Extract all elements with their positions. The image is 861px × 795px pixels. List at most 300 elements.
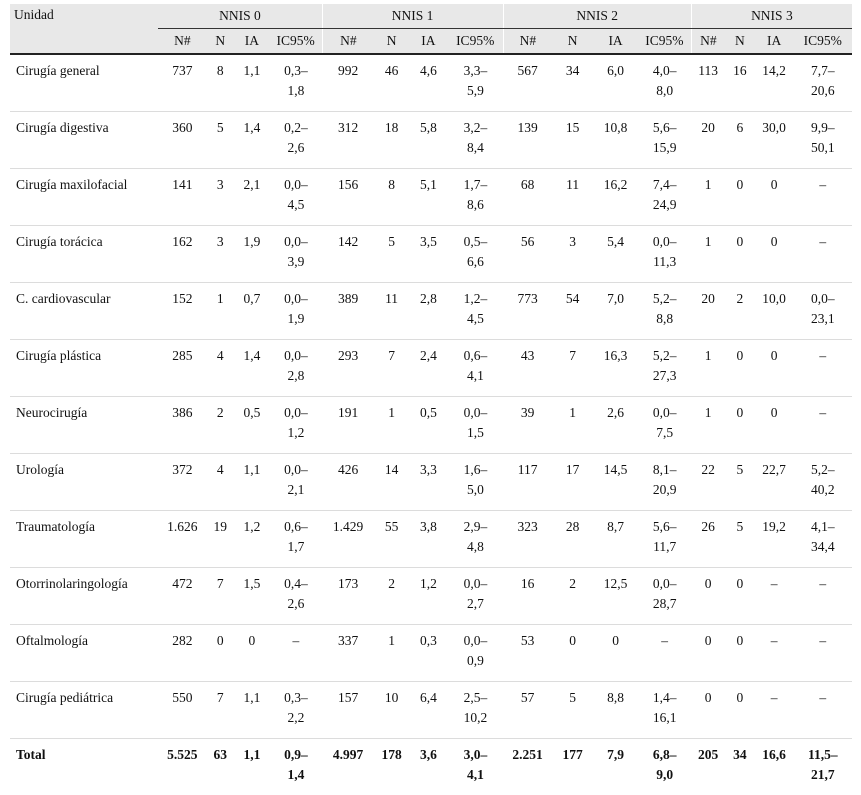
ia-cell: 2,6	[593, 397, 638, 454]
n-hash-cell: 113	[691, 54, 725, 112]
n-cell: 18	[374, 112, 409, 169]
n-cell: 2	[206, 397, 234, 454]
ic95-lower: –	[819, 234, 826, 249]
n-hash-cell: 57	[503, 682, 552, 739]
ic95-lower: 0,0–	[284, 177, 308, 192]
ic95-cell	[448, 226, 503, 283]
n-hash-cell: 472	[158, 568, 206, 625]
ia-cell: 7,0	[593, 283, 638, 340]
n-cell: 1	[374, 625, 409, 682]
ic95-upper: 23,1	[811, 311, 835, 326]
ic95-upper: 4,8	[467, 539, 484, 554]
ic95-cell	[638, 340, 691, 397]
ic95-upper: 50,1	[811, 140, 835, 155]
table-row	[10, 226, 852, 283]
ia-cell: –	[755, 682, 794, 739]
n-cell: 11	[374, 283, 409, 340]
ic95-lower: 0,0–	[284, 462, 308, 477]
n-cell: 1	[374, 397, 409, 454]
n-hash-cell: 0	[691, 682, 725, 739]
n-hash-cell: 152	[158, 283, 206, 340]
n-cell: 2	[374, 568, 409, 625]
ia-cell: 3,8	[409, 511, 448, 568]
ic95-lower: 0,0–	[464, 405, 488, 420]
n-cell: 7	[206, 568, 234, 625]
n-cell: 19	[206, 511, 234, 568]
ic95-cell	[794, 283, 852, 340]
ic95-upper: 2,6	[287, 596, 304, 611]
ic95-lower: 0,0–	[653, 576, 677, 591]
row-label: Cirugía maxilofacial	[10, 169, 158, 226]
n-cell: 3	[206, 169, 234, 226]
ic95-cell	[270, 454, 322, 511]
n-hash-cell: 53	[503, 625, 552, 682]
ia-cell: 1,4	[234, 340, 270, 397]
ic95-cell	[638, 169, 691, 226]
ic95-upper: 16,1	[653, 710, 677, 725]
subcolumn-header: N	[206, 29, 234, 55]
ic95-upper: 34,4	[811, 539, 835, 554]
ia-cell: 0	[755, 340, 794, 397]
ic95-lower: 0,0–	[284, 291, 308, 306]
n-cell: 8	[206, 54, 234, 112]
ic95-cell	[638, 682, 691, 739]
n-hash-cell: 139	[503, 112, 552, 169]
n-cell: 5	[725, 511, 755, 568]
n-cell: 17	[552, 454, 593, 511]
n-cell: 4	[206, 454, 234, 511]
ic95-lower: 1,4–	[653, 690, 677, 705]
ic95-cell	[794, 568, 852, 625]
ia-cell: 16,2	[593, 169, 638, 226]
n-hash-cell: 312	[322, 112, 374, 169]
row-label: Neurocirugía	[10, 397, 158, 454]
ic95-upper: 24,9	[653, 197, 677, 212]
ic95-upper: 21,7	[811, 767, 835, 782]
ic95-cell	[638, 397, 691, 454]
n-hash-cell: 162	[158, 226, 206, 283]
ic95-cell	[270, 511, 322, 568]
ic95-lower: –	[819, 690, 826, 705]
table-row	[10, 625, 852, 682]
ic95-upper: 2,1	[287, 482, 304, 497]
ic95-cell	[270, 625, 322, 682]
ic95-lower: 0,0–	[284, 405, 308, 420]
ic95-cell	[638, 454, 691, 511]
ic95-cell	[270, 283, 322, 340]
row-label: Urología	[10, 454, 158, 511]
n-hash-cell: 156	[322, 169, 374, 226]
n-cell: 5	[552, 682, 593, 739]
ic95-upper: 1,9	[287, 311, 304, 326]
n-cell: 177	[552, 739, 593, 795]
ic95-lower: 1,7–	[464, 177, 488, 192]
subcolumn-header: IC95%	[270, 29, 322, 55]
ia-cell: 0,5	[234, 397, 270, 454]
ic95-cell	[448, 568, 503, 625]
n-cell: 1	[206, 283, 234, 340]
n-hash-cell: 360	[158, 112, 206, 169]
ia-cell: 0,3	[409, 625, 448, 682]
ic95-cell	[794, 169, 852, 226]
n-hash-cell: 282	[158, 625, 206, 682]
n-hash-cell: 1.626	[158, 511, 206, 568]
n-hash-cell: 2.251	[503, 739, 552, 795]
n-hash-cell: 117	[503, 454, 552, 511]
n-hash-cell: 773	[503, 283, 552, 340]
n-hash-cell: 372	[158, 454, 206, 511]
ia-cell: 0	[234, 625, 270, 682]
ic95-upper: 4,1	[467, 368, 484, 383]
ic95-upper: 15,9	[653, 140, 677, 155]
ia-cell: 1,2	[409, 568, 448, 625]
ia-cell: 1,1	[234, 54, 270, 112]
ic95-upper: 8,0	[656, 83, 673, 98]
ic95-cell	[794, 397, 852, 454]
ic95-lower: 0,6–	[284, 519, 308, 534]
subcolumn-header: N#	[158, 29, 206, 55]
ic95-upper: 4,5	[467, 311, 484, 326]
ic95-lower: –	[819, 348, 826, 363]
n-hash-cell: 1	[691, 226, 725, 283]
row-label: Oftalmología	[10, 625, 158, 682]
ia-cell: 0,5	[409, 397, 448, 454]
n-hash-cell: 426	[322, 454, 374, 511]
group-header-nnis-2: NNIS 2	[503, 4, 691, 29]
ic95-lower: –	[819, 576, 826, 591]
ia-cell: 3,6	[409, 739, 448, 795]
n-hash-cell: 173	[322, 568, 374, 625]
ic95-upper: 7,5	[656, 425, 673, 440]
ic95-lower: 0,0–	[811, 291, 835, 306]
row-label: Otorrinolaringología	[10, 568, 158, 625]
table-row	[10, 511, 852, 568]
n-hash-cell: 0	[691, 625, 725, 682]
ia-cell: 1,4	[234, 112, 270, 169]
subcolumn-header: IC95%	[638, 29, 691, 55]
n-cell: 16	[725, 54, 755, 112]
ic95-cell	[638, 739, 691, 795]
ic95-cell	[448, 112, 503, 169]
ic95-upper: 10,2	[464, 710, 488, 725]
ic95-lower: 0,3–	[284, 63, 308, 78]
ia-cell: 16,3	[593, 340, 638, 397]
ic95-upper: 8,6	[467, 197, 484, 212]
n-hash-cell: 737	[158, 54, 206, 112]
n-hash-cell: 323	[503, 511, 552, 568]
ic95-upper: 28,7	[653, 596, 677, 611]
ic95-cell	[270, 568, 322, 625]
subcolumn-header: IA	[755, 29, 794, 55]
ic95-cell	[270, 169, 322, 226]
column-header-unidad: Unidad	[10, 4, 158, 54]
n-hash-cell: 285	[158, 340, 206, 397]
ic95-lower: 0,0–	[653, 234, 677, 249]
ia-cell: 16,6	[755, 739, 794, 795]
n-hash-cell: 26	[691, 511, 725, 568]
ic95-cell	[270, 682, 322, 739]
row-label: Total	[10, 739, 158, 795]
ic95-lower: 0,0–	[464, 576, 488, 591]
ic95-cell	[270, 112, 322, 169]
n-hash-cell: 68	[503, 169, 552, 226]
ic95-upper: 40,2	[811, 482, 835, 497]
subcolumn-header: IA	[234, 29, 270, 55]
n-cell: 8	[374, 169, 409, 226]
ia-cell: 10,0	[755, 283, 794, 340]
subcolumn-header: N#	[691, 29, 725, 55]
ic95-lower: 2,9–	[464, 519, 488, 534]
ic95-upper: 20,9	[653, 482, 677, 497]
ia-cell: 6,0	[593, 54, 638, 112]
ic95-lower: –	[293, 633, 300, 648]
n-cell: 11	[552, 169, 593, 226]
n-cell: 10	[374, 682, 409, 739]
n-hash-cell: 142	[322, 226, 374, 283]
n-cell: 0	[725, 226, 755, 283]
n-hash-cell: 22	[691, 454, 725, 511]
ic95-lower: 8,1–	[653, 462, 677, 477]
ic95-lower: 4,1–	[811, 519, 835, 534]
ic95-cell	[638, 511, 691, 568]
n-cell: 54	[552, 283, 593, 340]
ic95-upper: 20,6	[811, 83, 835, 98]
ic95-upper: 4,1	[467, 767, 484, 782]
ic95-cell	[448, 511, 503, 568]
ic95-lower: 7,4–	[653, 177, 677, 192]
ia-cell: 1,1	[234, 682, 270, 739]
ia-cell: 8,8	[593, 682, 638, 739]
ic95-lower: 1,6–	[464, 462, 488, 477]
n-cell: 5	[206, 112, 234, 169]
n-cell: 5	[374, 226, 409, 283]
ia-cell: –	[755, 625, 794, 682]
n-hash-cell: 550	[158, 682, 206, 739]
ic95-cell	[448, 739, 503, 795]
n-cell: 1	[552, 397, 593, 454]
subcolumn-header: IC95%	[794, 29, 852, 55]
ia-cell: 6,4	[409, 682, 448, 739]
n-hash-cell: 567	[503, 54, 552, 112]
n-cell: 7	[206, 682, 234, 739]
ic95-cell	[270, 54, 322, 112]
ic95-lower: 4,0–	[653, 63, 677, 78]
ic95-upper: 8,4	[467, 140, 484, 155]
ic95-lower: 5,6–	[653, 120, 677, 135]
ic95-cell	[794, 340, 852, 397]
group-header-nnis-0: NNIS 0	[158, 4, 322, 29]
ia-cell: 0	[593, 625, 638, 682]
n-cell: 2	[725, 283, 755, 340]
ic95-lower: 0,0–	[464, 633, 488, 648]
ic95-cell	[794, 226, 852, 283]
ic95-upper: 2,6	[287, 140, 304, 155]
ic95-cell	[638, 568, 691, 625]
ic95-upper: 1,4	[287, 767, 304, 782]
ia-cell: 2,4	[409, 340, 448, 397]
n-hash-cell: 141	[158, 169, 206, 226]
ia-cell: 12,5	[593, 568, 638, 625]
n-cell: 15	[552, 112, 593, 169]
n-hash-cell: 4.997	[322, 739, 374, 795]
ia-cell: 2,8	[409, 283, 448, 340]
ic95-upper: 27,3	[653, 368, 677, 383]
subcolumn-header: IA	[409, 29, 448, 55]
ic95-cell	[794, 112, 852, 169]
table-row	[10, 283, 852, 340]
surgical-infection-table	[10, 4, 852, 795]
table-row	[10, 454, 852, 511]
ic95-lower: 5,2–	[811, 462, 835, 477]
ic95-upper: 9,0	[656, 767, 673, 782]
n-hash-cell: 389	[322, 283, 374, 340]
ia-cell: 0,7	[234, 283, 270, 340]
n-hash-cell: 191	[322, 397, 374, 454]
ia-cell: 10,8	[593, 112, 638, 169]
n-hash-cell: 386	[158, 397, 206, 454]
ia-cell: 19,2	[755, 511, 794, 568]
n-hash-cell: 16	[503, 568, 552, 625]
ic95-lower: 0,3–	[284, 690, 308, 705]
ic95-cell	[638, 112, 691, 169]
n-cell: 3	[206, 226, 234, 283]
ic95-upper: 6,6	[467, 254, 484, 269]
n-cell: 3	[552, 226, 593, 283]
ic95-cell	[638, 226, 691, 283]
n-cell: 63	[206, 739, 234, 795]
ic95-cell	[638, 283, 691, 340]
ic95-cell	[448, 625, 503, 682]
table-row	[10, 397, 852, 454]
ic95-lower: 3,3–	[464, 63, 488, 78]
ia-cell: 5,4	[593, 226, 638, 283]
ic95-lower: 5,2–	[653, 291, 677, 306]
row-label: Cirugía general	[10, 54, 158, 112]
ic95-cell	[448, 54, 503, 112]
n-cell: 55	[374, 511, 409, 568]
n-hash-cell: 992	[322, 54, 374, 112]
ic95-cell	[448, 454, 503, 511]
n-cell: 7	[374, 340, 409, 397]
n-cell: 0	[725, 169, 755, 226]
subcolumn-header: N#	[322, 29, 374, 55]
n-cell: 178	[374, 739, 409, 795]
ic95-upper: 2,7	[467, 596, 484, 611]
ic95-cell	[448, 169, 503, 226]
n-cell: 4	[206, 340, 234, 397]
ic95-lower: –	[661, 633, 668, 648]
ic95-cell	[794, 54, 852, 112]
n-cell: 6	[725, 112, 755, 169]
ic95-lower: 0,4–	[284, 576, 308, 591]
header-group-row	[10, 4, 852, 29]
n-cell: 2	[552, 568, 593, 625]
ic95-upper: 5,0	[467, 482, 484, 497]
row-label: Cirugía pediátrica	[10, 682, 158, 739]
n-cell: 0	[552, 625, 593, 682]
ic95-lower: 1,2–	[464, 291, 488, 306]
ic95-lower: –	[819, 405, 826, 420]
n-hash-cell: 157	[322, 682, 374, 739]
ic95-cell	[448, 397, 503, 454]
ia-cell: 30,0	[755, 112, 794, 169]
n-hash-cell: 1	[691, 397, 725, 454]
n-cell: 7	[552, 340, 593, 397]
ic95-cell	[270, 739, 322, 795]
n-hash-cell: 0	[691, 568, 725, 625]
ia-cell: 5,1	[409, 169, 448, 226]
ia-cell: 8,7	[593, 511, 638, 568]
table-row	[10, 54, 852, 112]
ic95-cell	[794, 625, 852, 682]
ia-cell: 1,5	[234, 568, 270, 625]
table-row	[10, 682, 852, 739]
ic95-upper: 0,9	[467, 653, 484, 668]
ic95-cell	[638, 54, 691, 112]
subcolumn-header: IA	[593, 29, 638, 55]
ic95-lower: 0,6–	[464, 348, 488, 363]
n-cell: 34	[725, 739, 755, 795]
subcolumn-header: IC95%	[448, 29, 503, 55]
ic95-lower: 0,0–	[653, 405, 677, 420]
row-label: Traumatología	[10, 511, 158, 568]
n-hash-cell: 1	[691, 169, 725, 226]
subcolumn-header: N	[725, 29, 755, 55]
ia-cell: 0	[755, 226, 794, 283]
ic95-cell	[448, 682, 503, 739]
ic95-cell	[270, 340, 322, 397]
ia-cell: 22,7	[755, 454, 794, 511]
ia-cell: 5,8	[409, 112, 448, 169]
ia-cell: 2,1	[234, 169, 270, 226]
row-label: Cirugía plástica	[10, 340, 158, 397]
ia-cell: 7,9	[593, 739, 638, 795]
ic95-upper: 1,2	[287, 425, 304, 440]
ia-cell: 0	[755, 169, 794, 226]
ia-cell: 1,1	[234, 739, 270, 795]
ic95-lower: 5,6–	[653, 519, 677, 534]
n-cell: 0	[725, 625, 755, 682]
ic95-lower: 0,2–	[284, 120, 308, 135]
ic95-cell	[794, 682, 852, 739]
n-cell: 46	[374, 54, 409, 112]
ia-cell: –	[755, 568, 794, 625]
ic95-lower: 3,2–	[464, 120, 488, 135]
table-body	[10, 54, 852, 795]
n-hash-cell: 20	[691, 283, 725, 340]
n-cell: 14	[374, 454, 409, 511]
ic95-cell	[794, 511, 852, 568]
ic95-upper: 5,9	[467, 83, 484, 98]
group-header-nnis-1: NNIS 1	[322, 4, 503, 29]
n-cell: 0	[725, 397, 755, 454]
n-cell: 5	[725, 454, 755, 511]
ic95-lower: 0,9–	[284, 747, 308, 762]
ic95-upper: 11,7	[653, 539, 676, 554]
table-row	[10, 112, 852, 169]
ic95-upper: 2,2	[287, 710, 304, 725]
ic95-lower: –	[819, 633, 826, 648]
n-hash-cell: 43	[503, 340, 552, 397]
n-hash-cell: 39	[503, 397, 552, 454]
n-hash-cell: 56	[503, 226, 552, 283]
n-cell: 0	[725, 340, 755, 397]
table-row	[10, 169, 852, 226]
ic95-cell	[638, 625, 691, 682]
ia-cell: 1,2	[234, 511, 270, 568]
ia-cell: 14,2	[755, 54, 794, 112]
subcolumn-header: N	[552, 29, 593, 55]
